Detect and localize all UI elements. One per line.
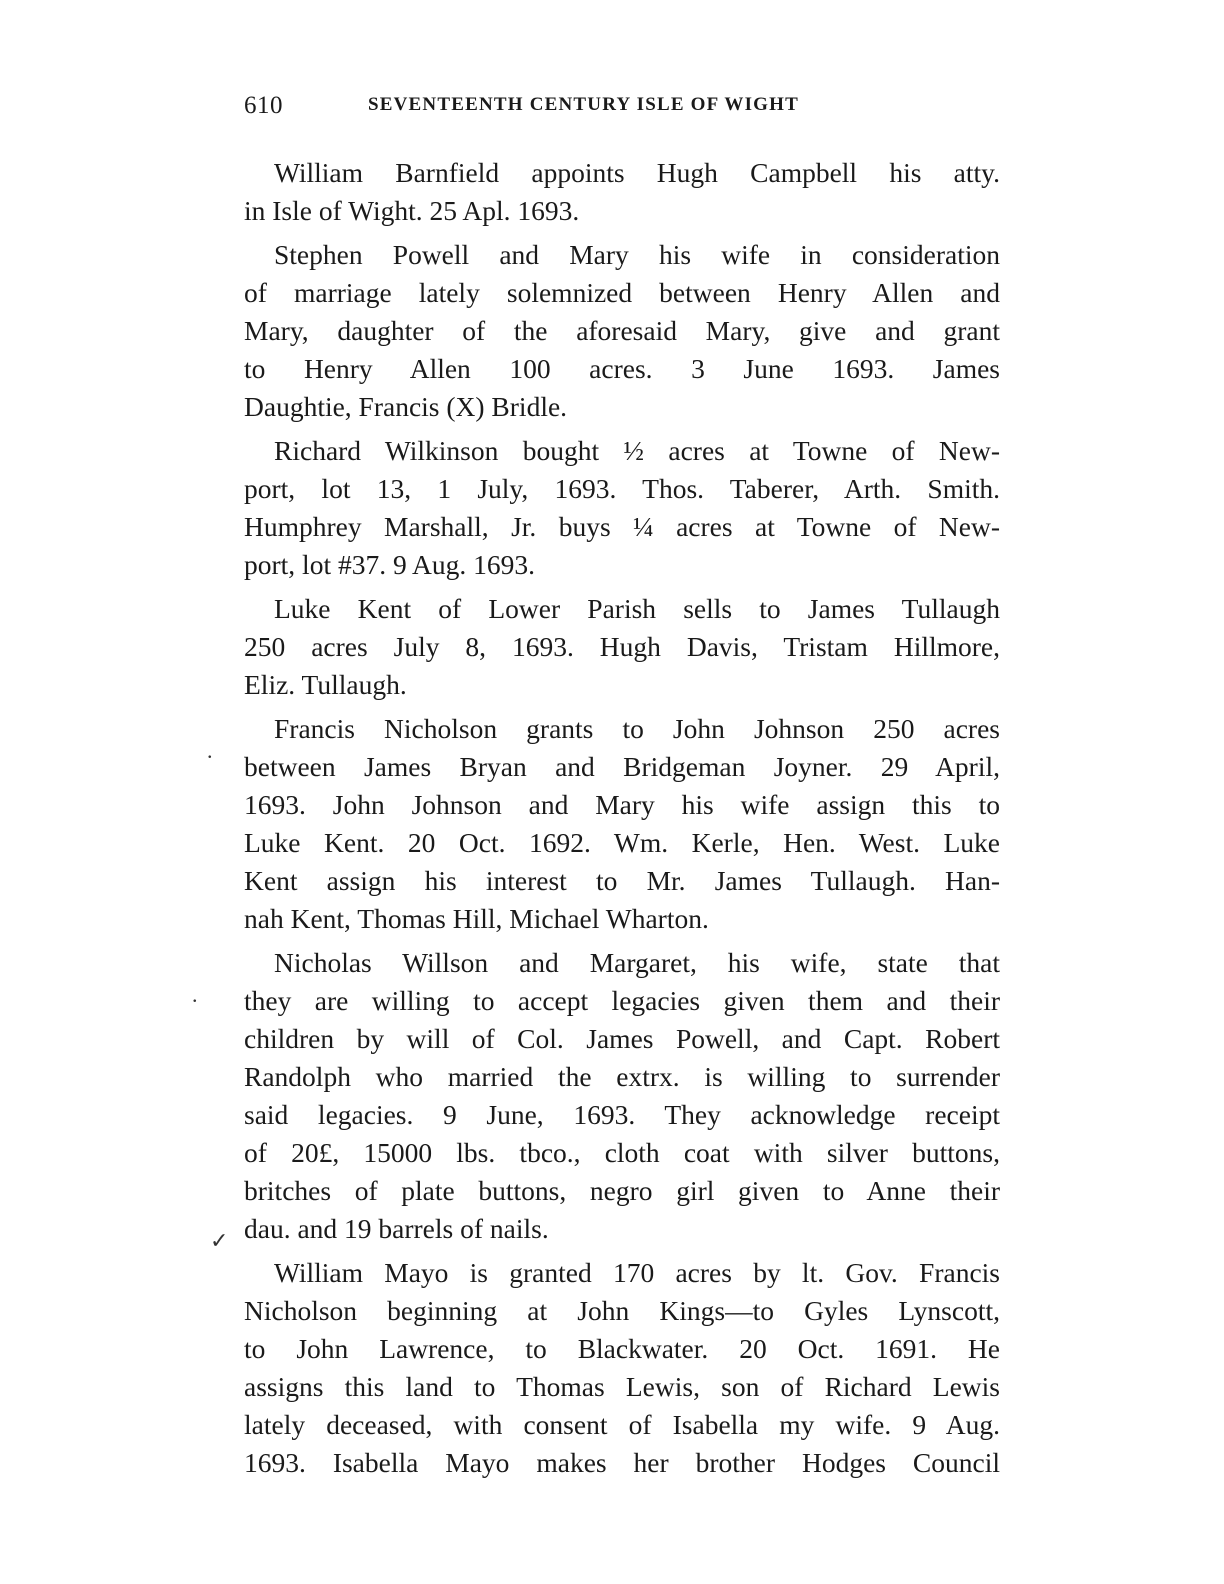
entry-line: 1693. John Johnson and Mary his wife assign this to	[244, 789, 1000, 820]
entry-line: Eliz. Tullaugh.	[244, 669, 407, 700]
entry-line: in Isle of Wight. 25 Apl. 1693.	[244, 195, 580, 226]
entry-line: assigns this land to Thomas Lewis, son of Richard Lewis	[244, 1371, 1000, 1402]
deed-abstract-entry	[244, 710, 1000, 938]
entry-line: port, lot #37. 9 Aug. 1693.	[244, 549, 536, 580]
entry-line: britches of plate buttons, negro girl given to Anne their	[244, 1175, 1000, 1206]
entry-line: Francis Nicholson grants to John Johnson 250 acres	[274, 713, 1000, 744]
entry-line: William Barnfield appoints Hugh Campbell his atty.	[274, 157, 1000, 188]
deed-abstract-list	[244, 154, 1000, 1482]
entry-line: William Mayo is granted 170 acres by lt. Gov. Francis	[274, 1257, 1000, 1288]
entry-line: of marriage lately solemnized between Henry Allen and	[244, 277, 1000, 308]
entry-line: 1693. Isabella Mayo makes her brother Hodges Council	[244, 1447, 1000, 1478]
margin-check-mark: ✓	[210, 1228, 229, 1253]
deed-abstract-entry	[244, 590, 1000, 704]
deed-abstract-entry	[244, 944, 1000, 1248]
page-number: 610	[244, 92, 283, 119]
entry-line: nah Kent, Thomas Hill, Michael Wharton.	[244, 903, 709, 934]
entry-line: they are willing to accept legacies given them and their	[244, 985, 1000, 1016]
entry-line: Daughtie, Francis (X) Bridle.	[244, 391, 568, 422]
entry-line: of 20£, 15000 lbs. tbco., cloth coat with silver buttons,	[244, 1137, 1000, 1168]
book-page	[244, 88, 1000, 1488]
entry-line: between James Bryan and Bridgeman Joyner. 29 April,	[244, 751, 1000, 782]
entry-line: Randolph who married the extrx. is willing to surrender	[244, 1061, 1000, 1092]
entry-line: Mary, daughter of the aforesaid Mary, give and grant	[244, 315, 1000, 346]
page-header	[244, 88, 1000, 128]
entry-line: Kent assign his interest to Mr. James Tullaugh. Han-	[244, 865, 1000, 896]
entry-line: dau. and 19 barrels of nails.	[244, 1213, 549, 1244]
deed-abstract-entry	[244, 432, 1000, 584]
entry-line: to Henry Allen 100 acres. 3 June 1693. James	[244, 353, 1000, 384]
entry-line: port, lot 13, 1 July, 1693. Thos. Taberer, Arth. Smith.	[244, 473, 1000, 504]
deed-abstract-entry	[244, 1254, 1000, 1482]
entry-line: said legacies. 9 June, 1693. They acknowledge receipt	[244, 1099, 1000, 1130]
margin-dot: .	[192, 982, 198, 1007]
entry-line: Stephen Powell and Mary his wife in consideration	[274, 239, 1000, 270]
entry-line: to John Lawrence, to Blackwater. 20 Oct. 1691. He	[244, 1333, 1000, 1364]
entry-line: Luke Kent. 20 Oct. 1692. Wm. Kerle, Hen. West. Luke	[244, 827, 1000, 858]
deed-abstract-entry	[244, 236, 1000, 426]
margin-dot: .	[207, 738, 213, 763]
entry-line: Humphrey Marshall, Jr. buys ¼ acres at Towne of New-	[244, 511, 1000, 542]
entry-line: Richard Wilkinson bought ½ acres at Towne of New-	[274, 435, 1000, 466]
entry-line: Luke Kent of Lower Parish sells to James Tullaugh	[274, 593, 1000, 624]
entry-line: Nicholas Willson and Margaret, his wife, state that	[274, 947, 1000, 978]
entry-line: children by will of Col. James Powell, and Capt. Robert	[244, 1023, 1000, 1054]
entry-line: Nicholson beginning at John Kings—to Gyles Lynscott,	[244, 1295, 1000, 1326]
deed-abstract-entry	[244, 154, 1000, 230]
entry-line: 250 acres July 8, 1693. Hugh Davis, Tristam Hillmore,	[244, 631, 1000, 662]
running-title: SEVENTEENTH CENTURY ISLE OF WIGHT	[368, 94, 799, 115]
entry-line: lately deceased, with consent of Isabella my wife. 9 Aug.	[244, 1409, 1000, 1440]
